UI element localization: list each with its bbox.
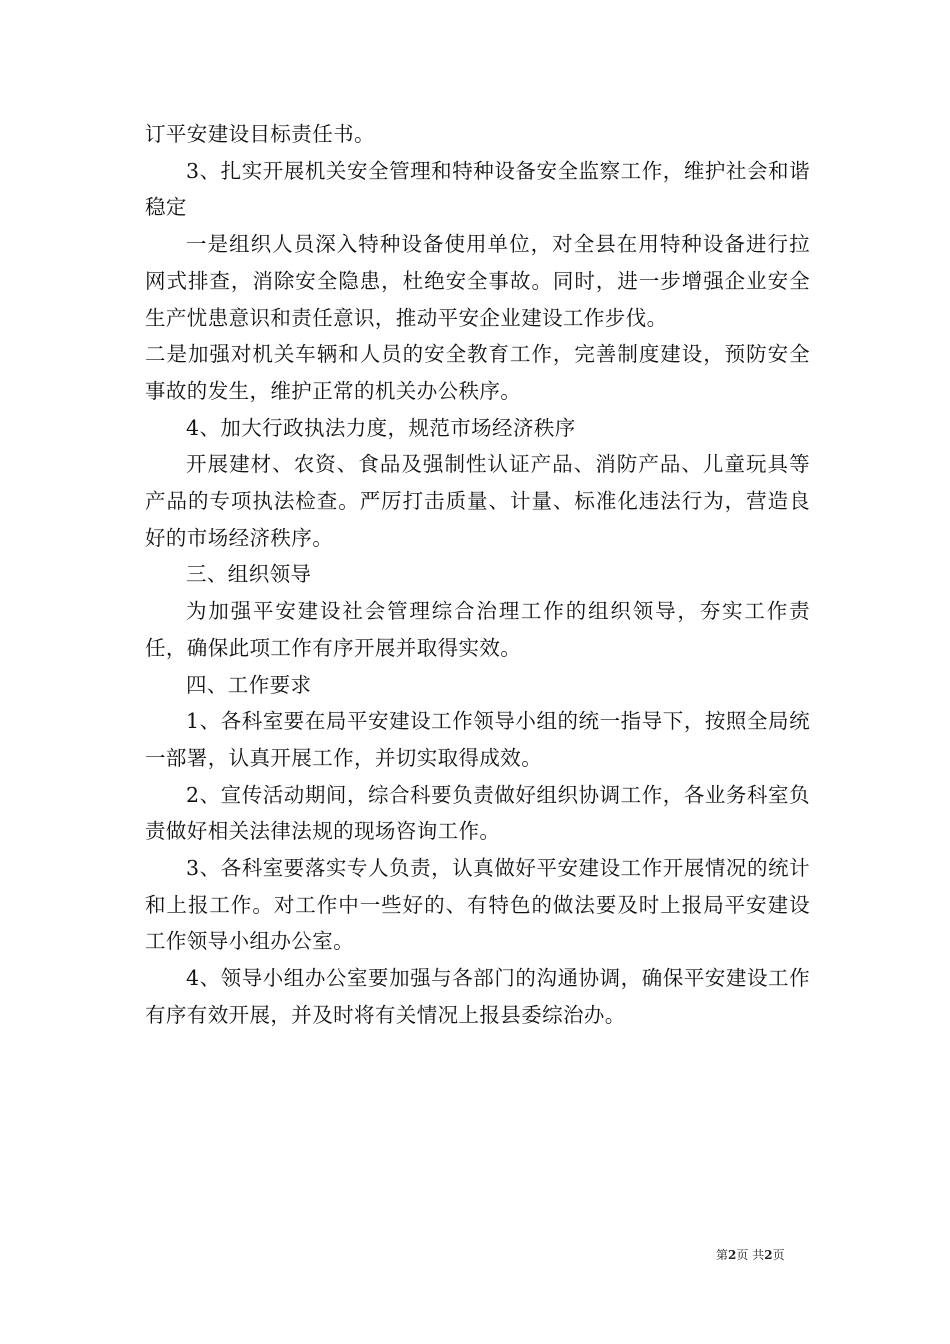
footer-middle: 页 共 <box>736 1248 765 1262</box>
paragraph-safety-education: 二是加强对机关车辆和人员的安全教育工作，完善制度建设，预防安全事故的发生，维护正常的机关办公秩序。 <box>145 342 810 403</box>
requirement-item-1: 1、各科室要在局平安建设工作领导小组的统一指导下，按照全局统一部署，认真开展工作，并切实取得成效。 <box>145 709 810 770</box>
footer-current-page: 2 <box>728 1248 737 1262</box>
chapter-heading-organization: 三、组织领导 <box>186 562 312 587</box>
paragraph-enforcement: 开展建材、农资、食品及强制性认证产品、消防产品、儿童玩具等产品的专项执法检查。严厉打击质量、计量、标准化违法行为，营造良好的市场经济秩序。 <box>145 452 810 550</box>
footer-suffix: 页 <box>772 1248 785 1262</box>
footer-prefix: 第 <box>716 1248 729 1262</box>
document-body <box>145 116 810 1034</box>
section-heading-4: 4、加大行政执法力度，规范市场经济秩序 <box>186 415 576 440</box>
chapter-heading-requirements: 四、工作要求 <box>186 672 312 697</box>
page-footer <box>716 1247 785 1263</box>
requirement-item-4: 4、领导小组办公室要加强与各部门的沟通协调，确保平安建设工作有序有效开展，并及时将有关情况上报县委综治办。 <box>145 966 810 1027</box>
paragraph-inspection: 一是组织人员深入特种设备使用单位，对全县在用特种设备进行拉网式排查，消除安全隐患，杜绝安全事故。同时，进一步增强企业安全生产忧患意识和责任意识，推动平安企业建设工作步伐。 <box>145 232 810 330</box>
requirement-item-2: 2、宣传活动期间，综合科要负责做好组织协调工作，各业务科室负责做好相关法律法规的现场咨询工作。 <box>145 782 810 844</box>
requirement-item-3: 3、各科室要落实专人负责，认真做好平安建设工作开展情况的统计和上报工作。对工作中一些好的、有特色的做法要及时上报局平安建设工作领导小组办公室。 <box>145 856 810 954</box>
footer-total-pages: 2 <box>764 1248 773 1262</box>
paragraph-organization: 为加强平安建设社会管理综合治理工作的组织领导，夯实工作责任，确保此项工作有序开展并取得实效。 <box>145 599 810 660</box>
paragraph-continuation: 订平安建设目标责任书。 <box>145 122 375 146</box>
section-heading-3: 3、扎实开展机关安全管理和特种设备安全监察工作，维护社会和谐稳定 <box>145 158 810 220</box>
